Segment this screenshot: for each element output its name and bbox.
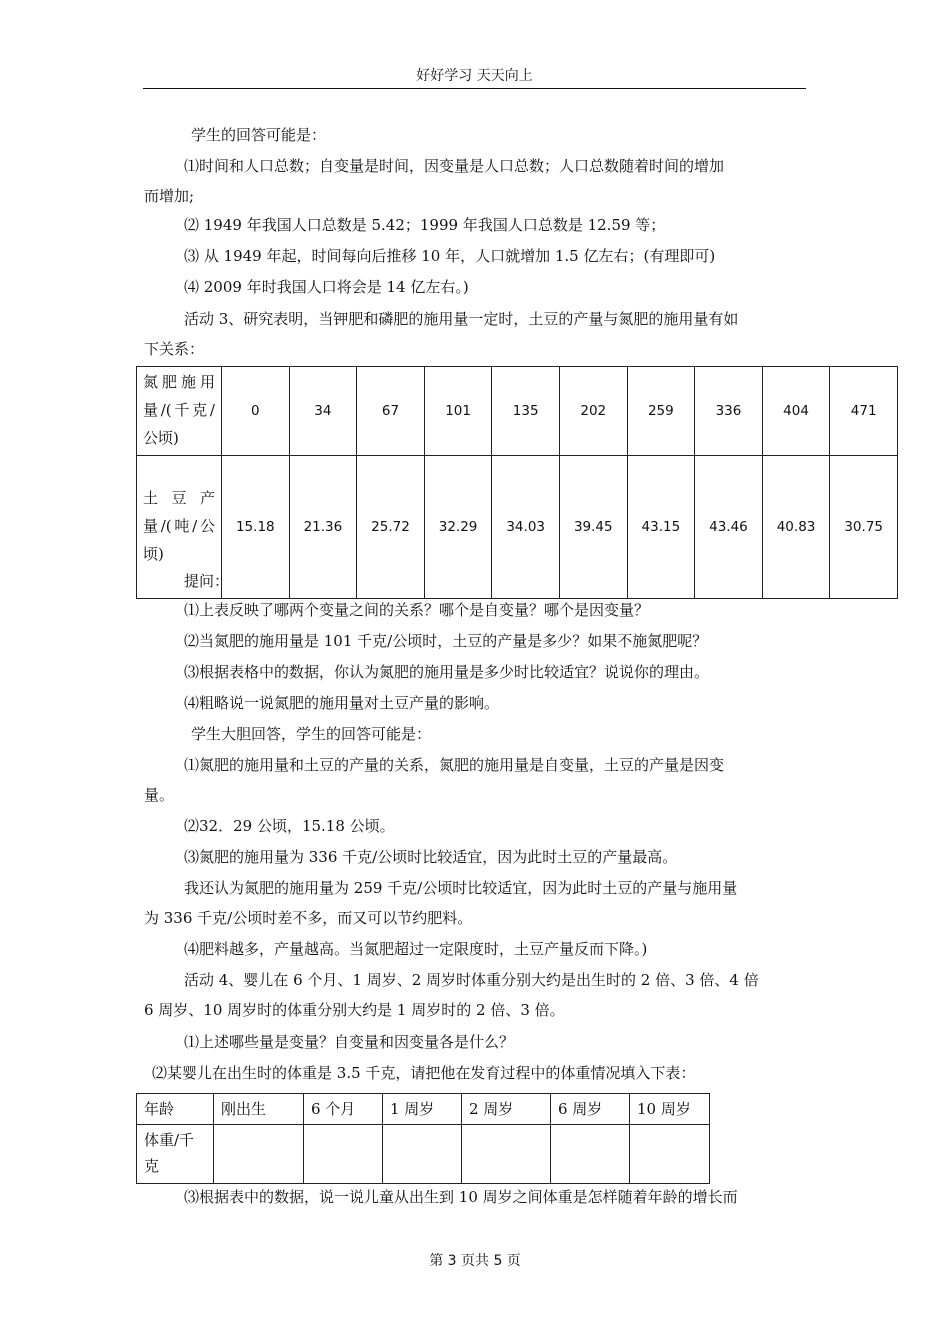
answer-q3b-line-1: 我还认为氮肥的施用量为 259 千克/公顷时比较适宜，因为此时土豆的产量与施用量 <box>184 879 738 897</box>
empty-cell <box>383 1125 462 1184</box>
question-4: ⑷粗略说一说氮肥的施用量对土豆产量的影响。 <box>184 694 500 712</box>
table-cell: 21.36 <box>289 456 357 599</box>
table-cell: 336 <box>695 367 763 456</box>
questions-label: 提问： <box>184 572 230 590</box>
row-header-nitrogen: 氮肥施用量/(千克/公顷) <box>137 367 222 456</box>
activity-4-question-1: ⑴上述哪些量是变量？自变量和因变量各是什么？ <box>184 1033 515 1051</box>
table-cell: 43.15 <box>627 456 695 599</box>
answer-q1-line-1: ⑴氮肥的施用量和土豆的产量的关系，氮肥的施用量是自变量，土豆的产量是因变 <box>184 756 725 774</box>
answer-1-line-2: 而增加; <box>144 187 195 205</box>
empty-cell <box>214 1125 304 1184</box>
question-1: ⑴上表反映了哪两个变量之间的关系？哪个是自变量？哪个是因变量？ <box>184 601 650 619</box>
answer-q2: ⑵32．29 公顷，15.18 公顷。 <box>184 817 395 835</box>
table-header-cell: 6 周岁 <box>551 1094 630 1125</box>
table-cell: 0 <box>222 367 290 456</box>
answer-q3b-line-2: 为 336 千克/公顷时差不多，而又可以节约肥料。 <box>144 909 473 927</box>
answer-intro: 学生的回答可能是： <box>191 126 327 144</box>
answer-q4: ⑷肥料越多，产量越高。当氮肥超过一定限度时，土豆产量反而下降。) <box>184 940 648 958</box>
table-header-cell: 刚出生 <box>214 1094 304 1125</box>
question-2: ⑵当氮肥的施用量是 101 千克/公顷时，土豆的产量是多少？如果不施氮肥呢？ <box>184 632 708 650</box>
table-cell: 67 <box>357 367 425 456</box>
empty-cell <box>304 1125 383 1184</box>
row-header-potato: 土豆产量/(吨/公顷) <box>137 456 222 599</box>
table-row <box>137 1125 710 1184</box>
activity-3-line-1: 活动 3、研究表明，当钾肥和磷肥的施用量一定时，土豆的产量与氮肥的施用量有如 <box>184 310 739 328</box>
table-cell: 32.29 <box>424 456 492 599</box>
activity-3-line-2: 下关系： <box>144 340 205 358</box>
row-label-weight: 体重/千克 <box>137 1125 214 1184</box>
header-rule <box>143 88 806 89</box>
table-row <box>137 367 898 456</box>
table-cell: 471 <box>830 367 898 456</box>
nitrogen-potato-table <box>136 366 898 599</box>
activity-4-line-1: 活动 4、婴儿在 6 个月、1 周岁、2 周岁时体重分别大约是出生时的 2 倍、3 倍、4 倍 <box>184 971 759 989</box>
table-cell: 15.18 <box>222 456 290 599</box>
table-cell: 135 <box>492 367 560 456</box>
activity-4-question-3: ⑶根据表中的数据，说一说儿童从出生到 10 周岁之间体重是怎样随着年龄的增长而 <box>184 1188 738 1206</box>
empty-cell <box>630 1125 710 1184</box>
answer-q1-line-2: 量。 <box>144 786 175 804</box>
table-row <box>137 1094 710 1125</box>
table-header-cell: 6 个月 <box>304 1094 383 1125</box>
table-header-cell: 10 周岁 <box>630 1094 710 1125</box>
table-cell: 101 <box>424 367 492 456</box>
table-cell: 43.46 <box>695 456 763 599</box>
answer-q3: ⑶氮肥的施用量为 336 千克/公顷时比较适宜，因为此时土豆的产量最高。 <box>184 848 678 866</box>
empty-cell <box>462 1125 551 1184</box>
answer-3: ⑶ 从 1949 年起，时间每向后推移 10 年，人口就增加 1.5 亿左右；(有理即可) <box>184 247 716 265</box>
answers-intro: 学生大胆回答，学生的回答可能是： <box>191 725 432 743</box>
table-row <box>137 456 898 599</box>
table-cell: 39.45 <box>559 456 627 599</box>
empty-cell <box>551 1125 630 1184</box>
activity-4-line-2: 6 周岁、10 周岁时的体重分别大约是 1 周岁时的 2 倍、3 倍。 <box>144 1001 565 1019</box>
table-cell: 202 <box>559 367 627 456</box>
table-cell: 40.83 <box>762 456 830 599</box>
table-cell: 34 <box>289 367 357 456</box>
activity-4-question-2: ⑵某婴儿在出生时的体重是 3.5 千克，请把他在发育过程中的体重情况填入下表： <box>152 1064 696 1082</box>
table-cell: 25.72 <box>357 456 425 599</box>
table-header-cell: 2 周岁 <box>462 1094 551 1125</box>
table-cell: 34.03 <box>492 456 560 599</box>
weight-age-table <box>136 1093 710 1184</box>
answer-1-line-1: ⑴时间和人口总数；自变量是时间，因变量是人口总数；人口总数随着时间的增加 <box>184 157 725 175</box>
table-cell: 30.75 <box>830 456 898 599</box>
question-3: ⑶根据表格中的数据，你认为氮肥的施用量是多少时比较适宜？说说你的理由。 <box>184 663 710 681</box>
page-header: 好好学习 天天向上 <box>416 68 533 84</box>
answer-2: ⑵ 1949 年我国人口总数是 5.42；1999 年我国人口总数是 12.59 等； <box>184 216 666 234</box>
answer-4: ⑷ 2009 年时我国人口将会是 14 亿左右。) <box>184 278 469 296</box>
table-cell: 259 <box>627 367 695 456</box>
page-footer: 第 3 页共 5 页 <box>429 1253 521 1269</box>
table-header-cell: 年龄 <box>137 1094 214 1125</box>
table-header-cell: 1 周岁 <box>383 1094 462 1125</box>
table-cell: 404 <box>762 367 830 456</box>
